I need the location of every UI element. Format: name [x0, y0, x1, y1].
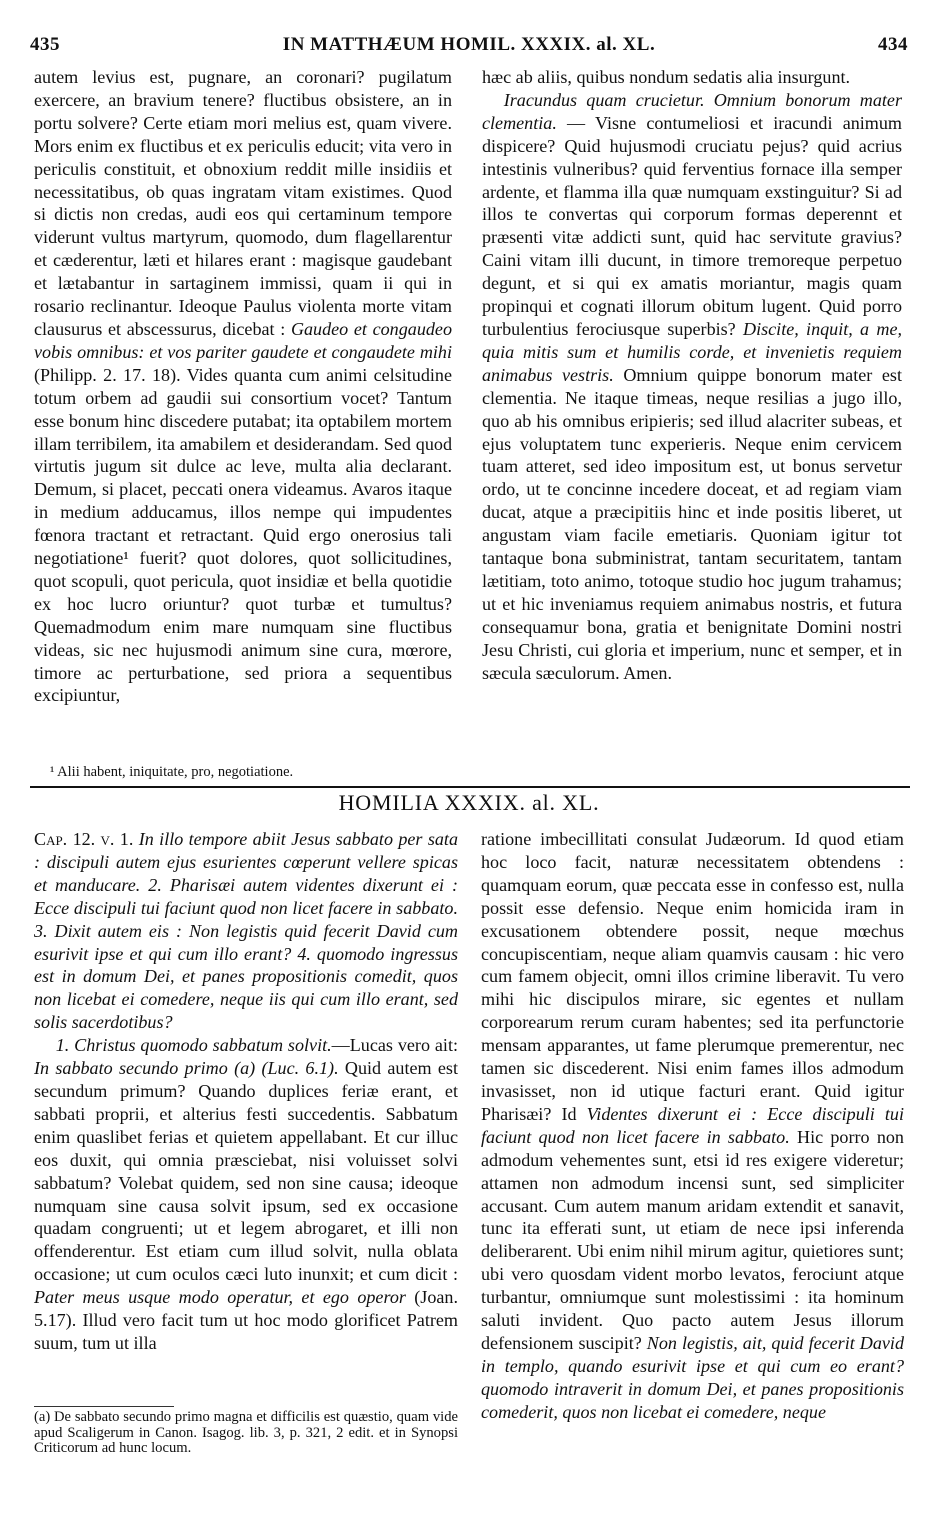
scripture-quote: Videntes dixerunt ei : Ecce discipuli tui faciunt quod non licet facere in sabbato. [481, 1103, 904, 1147]
scripture-quote: Gaudeo et congaudeo vobis omnibus: et vos pariter gaudete et congaudete mihi [34, 318, 452, 362]
homily-title: HOMILIA XXXIX. al. XL. [338, 790, 600, 815]
footnote-2: (a) De sabbato secundo primo magna et difficilis est quæstio, quam vide apud Scaligerum in Canon. Isagog. lib. 3, p. 321, 2 edit. et in Synopsi Criticorum ad hunc locum. [34, 1409, 458, 1456]
scripture-reference: (Joan. 5.17). [34, 1287, 458, 1331]
chapter-verse-block [34, 828, 458, 1034]
column-top-left [34, 66, 452, 707]
scripture-quote: Pater meus usque modo operatur, et ego operor [34, 1287, 406, 1308]
paragraph: hæc ab aliis, quibus nondum sedatis alia insurgunt. [482, 67, 851, 87]
footnote-rule [34, 1406, 174, 1407]
page-number-right: 434 [878, 34, 908, 55]
column-bottom-right [481, 828, 904, 1424]
page-number-left: 435 [30, 34, 60, 55]
paragraph: autem levius est, pugnare, an coronari? pugilatum exercere, an bravium tenere? fluctibus obsistere, an in portu solvere? Certe etiam mori melius est, quam vivere. Mors enim ex fluctibus et ex periculis educit; vita vero in periculis constituit, et obnoxium reddit mille insidiis et necessitatibus, ob quas ingratam vitam existimes. Quod si dictis non credas, audi eos qui certaminum tempore viderunt vultus martyrum, quomodo, dum flagellarentur et cæderentur, læti et hilares erant : magisque gaudebant et lætabantur in sartaginem immissi, quam ii qui in rosario reclinantur. Ideoque Paulus violenta morte vitam clausurus et abscessurus, dicebat : Gaudeo et congaudeo vobis omnibus: et vos pariter gaudete et congaudete mihi (Philipp. 2. 17. 18). Vides quanta cum animi celsitudine totum orbem ad gaudii sui consortium vocet? Tantum esse bonum hinc discedere putabat; ita optabilem mortem illam terribilem, ita amabilem et desiderandam. Sed quod virtutis jugum sit dulce ac leve, multa alia declarant. Demum, si placet, peccati onera videamus. Avaros itaque in medium adducamus, illos nempe qui impudentes fœnora tractant et retractant. Quid ergo onerosius tali negotiatione¹ fuerit? quot dolores, quot sollicitudines, quot scopuli, quot pericula, quot insidiæ et bella quotidie ex hoc lucro oriuntur? quot turbæ et tumultus? Quemadmodum enim mare numquam sine fluctibus videas, sic nec hujusmodi animum sine cura, mœrore, timore ac perturbatione, sed priora a sequentibus excipiuntur, [34, 67, 452, 706]
scripture-quote: In sabbato secundo primo (a) (Luc. 6.1). [34, 1058, 339, 1079]
column-top-right [482, 66, 902, 684]
scripture-quote: Non legistis, ait, quid fecerit David in templo, quando esurivit ipse et qui cum eo erant? quomodo intraverit in domum Dei, et panes propositionis comederit, quos non licebat ei comedere, neque [481, 1332, 905, 1422]
section-divider [30, 786, 910, 788]
running-header [30, 34, 908, 62]
paragraph: 1. Christus quomodo sabbatum solvit.—Lucas vero ait: In sabbato secundo primo (a) (Luc. 6.1). Quid autem est secundum primum? Quando duplices feriæ erant, et sabbati proprii, et alterius festi succedentis. Sabbatum enim quaslibet ferias et quietem appellabant. Et cur illuc eos duxit, qui omnia præsciebat, nisi voluisset solvi sabbatum? Volebat quidem, sed non sine causa; ideoque numquam sine causa solvit ipsum, sed ex occasione quadam congruenti; ut et legem abrogaret, et illi non offenderentur. Est etiam cum illud solvit, nulla oblata occasione; ut cum oculos cæci luto inunxit; et cum dicit : Pater meus usque modo operatur, et ego operor (Joan. 5.17). Illud vero facit tum ut hoc modo glorificet Patrem suum, tum ut illa [34, 1035, 459, 1353]
section-heading: Iracundus quam crucietur. Omnium bonorum mater clementia. [482, 89, 902, 133]
running-title: IN MATTHÆUM HOMIL. XXXIX. al. XL. [282, 34, 656, 55]
section-heading: 1. Christus quomodo sabbatum solvit. [55, 1035, 332, 1056]
paragraph: ratione imbecillitati consulat Judæorum. Id quod etiam hoc loco facit, naturæ necessitatem obtendens : quamquam eorum, quæ peccata esse in confesso est, nulla possit esse defensio. Neque enim homicida iram in excusationem obtendere possit, neque mœchus concupiscentiam, neque aliam quamvis causam : hic vero cum famem objecit, omni illos crimine liberavit. Tu vero mihi hic discipulos mirare, sic egentes et nullam corporearum rerum curam habentes; sed ita perfunctorie mensam apparantes, ut fame plerumque premerentur, nec tamen sic discederent. Nisi enim fames illos admodum invasisset, non id utique facturi erant. Quid igitur Pharisæi? Id Videntes dixerunt ei : Ecce discipuli tui faciunt quod non licet facere in sabbato. Hic porro non admodum vehementes sunt, etsi id res exigere videretur; attamen non admodum incensi sunt, sed simpliciter accusant. Cum autem manum aridam extendit et sanavit, tunc ita efferati sunt, ut etiam de nece ipsi inferenda deliberarent. Ubi enim nihil mirum agitur, quietiores sunt; ubi vero quosdam vident morbo levatos, ferociunt atque turbantur, omniumque sunt molestissimi : ita hominum saluti invident. Quo pacto autem Jesus illorum defensionem suscipit? Non legistis, ait, quid fecerit David in templo, quando esurivit ipse et qui cum eo erant? quomodo intraverit in domum Dei, et panes propositionis comederit, quos non licebat ei comedere, neque [481, 829, 905, 1422]
scripture-quote: Discite, inquit, a me, quia mitis sum et humilis corde, et invenietis requiem animabus vestris. [482, 318, 902, 385]
chapter-reference: Cap. 12. v. 1. [34, 829, 134, 849]
scripture-reference: (Philipp. 2. 17. 18). [34, 364, 181, 385]
paragraph: Iracundus quam crucietur. Omnium bonorum mater clementia. — Visne contumeliosi et iracundi animum dispicere? Quid hujusmodi cruciatu pejus? quid acrius intestinis vulneribus? quid ferventius fornace illa semper ardente, et flamma illa quæ numquam exstinguitur? Si ad illos te convertas qui corporum formas deperennt et præsenti vitæ addicti sunt, quid hac servitute gravius? Caini vitam illi ducunt, in timore tremoreque perpetuo degunt, et si qui ex amatis moriantur, magis quam propinqui et cognati illorum obitum lugent. Quid porro turbulentius ferociusque superbis? Discite, inquit, a me, quia mitis sum et humilis corde, et invenietis requiem animabus vestris. Omnium quippe bonorum mater est clementia. Ne itaque timeas, neque resilias a jugo illo, quo ab his omnibus eripieris; sed illud alacriter subeas, et ejus voluptatem tunc experieris. Neque enim cervicem tuam atteret, sed ideo impositum est, ut bonus servetur ordo, ut te concinne incedere doceat, et ad regiam viam ducat, atque a præcipitiis hinc et inde positis liberet, ut angustam viam facile emetiaris. Quoniam igitur tot tantaque bona subministrat, tantam securitatem, tantam lætitiam, toto animo, totoque studio hoc jugum trahamus; ut et hic inveniamus requiem animabus nostris, et futura consequamur bona, gratia et benignitate Domini nostri Jesu Christi, cui gloria et imperium, nunc et semper, et in sæcula sæculorum. Amen. [482, 89, 902, 683]
footnote-1: ¹ Alii habent, iniquitate, pro, negotiatione. [50, 764, 294, 780]
gospel-text: In illo tempore abiit Jesus sabbato per sata : discipuli autem ejus esurientes cœperunt vellere spicas et manducare. 2. Pharisæi autem videntes dixerunt ei : Ecce discipuli tui faciunt quod non licet facere in sabbato. 3. Dixit autem eis : Non legistis quid fecerit David cum esurivit ipse et qui cum illo erant? 4. quomodo ingressus est in domum Dei, et panes propositionis comedit, quos non licebat ei comedere, neque iis qui cum illo erant, sed solis sacerdotibus? [34, 829, 458, 1033]
column-bottom-left [34, 828, 458, 1355]
